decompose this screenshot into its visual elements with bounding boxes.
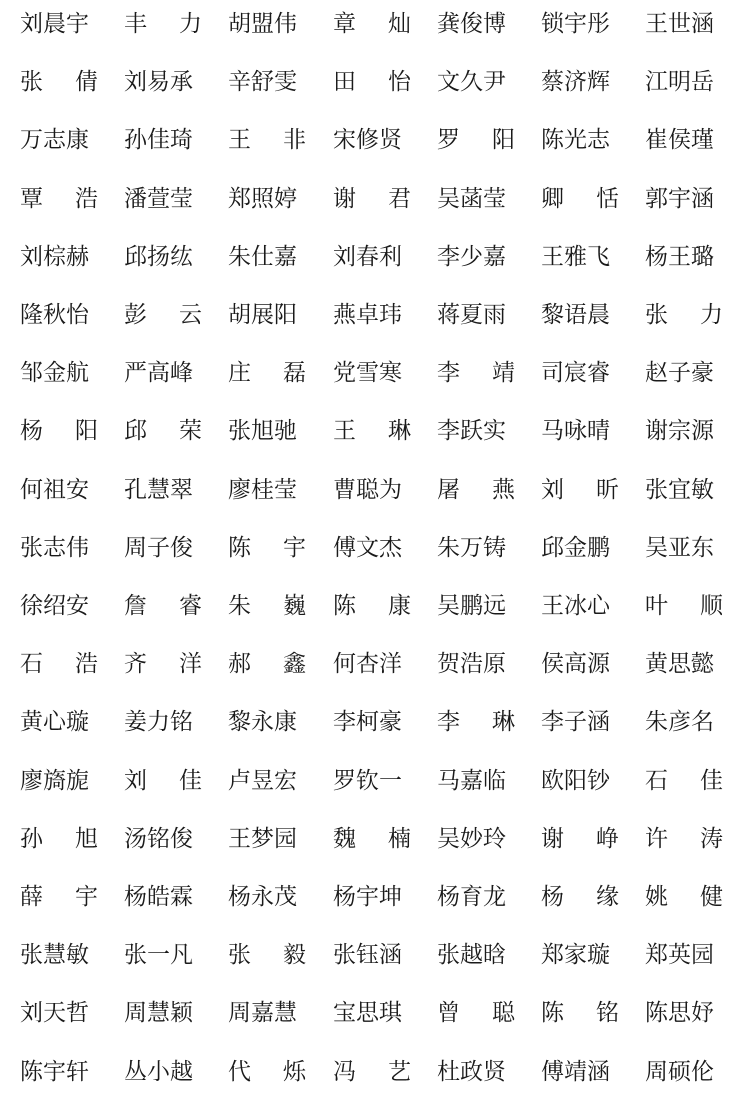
name-cell: 何祖安	[20, 477, 89, 503]
name-cell: 贺浩原	[437, 651, 506, 677]
name-char: 缘	[596, 884, 619, 910]
name-row	[0, 761, 748, 801]
name-cell	[124, 295, 202, 335]
name-cell: 张钰涵	[333, 942, 402, 968]
name-cell	[20, 877, 98, 917]
name-row	[0, 237, 748, 277]
name-char: 云	[179, 302, 202, 328]
name-char: 郝	[228, 651, 251, 677]
name-cell	[437, 993, 515, 1033]
name-cell	[437, 470, 515, 510]
name-char: 顺	[700, 593, 723, 619]
name-row	[0, 819, 748, 859]
name-char: 铭	[596, 1000, 619, 1026]
name-cell: 谢宗源	[645, 418, 714, 444]
name-cell	[228, 120, 306, 160]
name-char: 荣	[179, 418, 202, 444]
name-cell	[228, 1052, 306, 1092]
name-cell: 何杏洋	[333, 651, 402, 677]
name-cell: 李子涵	[541, 709, 610, 735]
name-row	[0, 353, 748, 393]
name-cell: 王冰心	[541, 593, 610, 619]
name-cell	[645, 877, 723, 917]
name-cell: 胡展阳	[228, 302, 297, 328]
name-cell	[228, 353, 306, 393]
name-cell: 王世涵	[645, 11, 714, 37]
name-char: 佳	[700, 768, 723, 794]
name-row	[0, 1052, 748, 1092]
name-char: 灿	[388, 11, 411, 37]
name-cell: 吴菡莹	[437, 186, 506, 212]
name-row	[0, 62, 748, 102]
name-cell: 朱万铸	[437, 535, 506, 561]
name-cell	[541, 179, 619, 219]
name-char: 魏	[333, 826, 356, 852]
name-cell: 胡盟伟	[228, 11, 297, 37]
name-cell: 卢昱宏	[228, 768, 297, 794]
name-char: 靖	[492, 360, 515, 386]
name-cell	[645, 819, 723, 859]
name-cell	[437, 702, 515, 742]
name-cell	[645, 586, 723, 626]
name-char: 烁	[283, 1059, 306, 1085]
name-char: 力	[700, 302, 723, 328]
name-char: 陈	[541, 1000, 564, 1026]
name-cell: 朱仕嘉	[228, 244, 297, 270]
name-char: 冯	[333, 1059, 356, 1085]
name-char: 磊	[283, 360, 306, 386]
name-char: 陈	[333, 593, 356, 619]
name-cell: 刘天哲	[20, 1000, 89, 1026]
name-cell: 曹聪为	[333, 477, 402, 503]
name-cell: 王雅飞	[541, 244, 610, 270]
name-cell: 陈思妤	[645, 1000, 714, 1026]
name-cell: 周硕伦	[645, 1059, 714, 1085]
name-cell: 马嘉临	[437, 768, 506, 794]
name-char: 燕	[492, 477, 515, 503]
name-cell	[20, 62, 98, 102]
name-cell	[20, 644, 98, 684]
name-cell	[333, 179, 411, 219]
name-cell	[333, 1052, 411, 1092]
name-char: 陈	[228, 535, 251, 561]
name-char: 非	[283, 127, 306, 153]
name-cell	[541, 993, 619, 1033]
name-cell: 黄思懿	[645, 651, 714, 677]
name-char: 洋	[179, 651, 202, 677]
name-cell: 刘晨宇	[20, 11, 89, 37]
name-char: 倩	[75, 69, 98, 95]
name-char: 朱	[228, 593, 251, 619]
name-char: 谢	[541, 826, 564, 852]
name-cell: 周慧颖	[124, 1000, 193, 1026]
name-cell	[228, 586, 306, 626]
name-char: 杨	[541, 884, 564, 910]
name-char: 阳	[75, 418, 98, 444]
name-row	[0, 993, 748, 1033]
name-row	[0, 470, 748, 510]
name-char: 旭	[75, 826, 98, 852]
name-cell: 潘萱莹	[124, 186, 193, 212]
name-char: 李	[437, 709, 460, 735]
name-cell: 杨皓霖	[124, 884, 193, 910]
name-row	[0, 702, 748, 742]
name-cell: 邹金航	[20, 360, 89, 386]
name-cell: 郑英园	[645, 942, 714, 968]
name-char: 罗	[437, 127, 460, 153]
name-cell: 欧阳钞	[541, 768, 610, 794]
name-cell: 郭宇涵	[645, 186, 714, 212]
name-char: 石	[645, 768, 668, 794]
name-char: 孙	[20, 826, 43, 852]
name-cell: 孙佳琦	[124, 127, 193, 153]
name-row	[0, 411, 748, 451]
name-cell	[541, 470, 619, 510]
name-cell: 刘春利	[333, 244, 402, 270]
name-cell	[124, 4, 202, 44]
name-char: 丰	[124, 11, 147, 37]
name-char: 代	[228, 1059, 251, 1085]
name-char: 琳	[492, 709, 515, 735]
name-char: 詹	[124, 593, 147, 619]
name-cell: 丛小越	[124, 1059, 193, 1085]
name-char: 峥	[596, 826, 619, 852]
name-cell	[124, 411, 202, 451]
name-cell: 杨宇坤	[333, 884, 402, 910]
name-cell: 陈光志	[541, 127, 610, 153]
name-char: 楠	[388, 826, 411, 852]
name-char: 健	[700, 884, 723, 910]
name-cell: 吴妙玲	[437, 826, 506, 852]
name-cell: 刘易承	[124, 69, 193, 95]
name-char: 张	[20, 69, 43, 95]
name-char: 浩	[75, 186, 98, 212]
name-cell	[20, 819, 98, 859]
name-cell: 杨王璐	[645, 244, 714, 270]
name-cell: 傅文杰	[333, 535, 402, 561]
name-row	[0, 120, 748, 160]
name-cell: 锁宇彤	[541, 11, 610, 37]
name-cell: 邱扬纮	[124, 244, 193, 270]
name-cell: 张宜敏	[645, 477, 714, 503]
name-row	[0, 528, 748, 568]
name-cell: 吴鹏远	[437, 593, 506, 619]
name-row	[0, 935, 748, 975]
name-cell	[437, 120, 515, 160]
name-cell	[20, 179, 98, 219]
name-cell: 张慧敏	[20, 942, 89, 968]
name-char: 邱	[124, 418, 147, 444]
name-char: 昕	[596, 477, 619, 503]
name-char: 宇	[75, 884, 98, 910]
name-char: 刘	[124, 768, 147, 794]
name-char: 王	[228, 127, 251, 153]
name-cell: 崔侯瑾	[645, 127, 714, 153]
name-cell: 万志康	[20, 127, 89, 153]
name-cell	[333, 586, 411, 626]
name-cell: 马咏晴	[541, 418, 610, 444]
name-char: 浩	[75, 651, 98, 677]
name-char: 齐	[124, 651, 147, 677]
name-char: 君	[388, 186, 411, 212]
name-cell: 宝思琪	[333, 1000, 402, 1026]
name-cell	[333, 819, 411, 859]
name-char: 巍	[283, 593, 306, 619]
name-char: 聪	[492, 1000, 515, 1026]
name-cell	[124, 586, 202, 626]
name-cell: 李跃实	[437, 418, 506, 444]
name-char: 曾	[437, 1000, 460, 1026]
name-char: 涛	[700, 826, 723, 852]
name-char: 张	[228, 942, 251, 968]
name-cell: 黎语晨	[541, 302, 610, 328]
name-char: 刘	[541, 477, 564, 503]
name-char: 卿	[541, 186, 564, 212]
name-char: 杨	[20, 418, 43, 444]
name-row	[0, 877, 748, 917]
name-char: 怡	[388, 69, 411, 95]
name-char: 毅	[283, 942, 306, 968]
name-char: 屠	[437, 477, 460, 503]
name-cell: 姜力铭	[124, 709, 193, 735]
name-row	[0, 644, 748, 684]
name-cell	[645, 761, 723, 801]
name-char: 薛	[20, 884, 43, 910]
name-cell: 隆秋怡	[20, 302, 89, 328]
name-char: 李	[437, 360, 460, 386]
name-cell: 文久尹	[437, 69, 506, 95]
name-char: 石	[20, 651, 43, 677]
name-char: 庄	[228, 360, 251, 386]
name-char: 鑫	[283, 651, 306, 677]
name-char: 姚	[645, 884, 668, 910]
name-cell	[228, 528, 306, 568]
name-cell	[228, 935, 306, 975]
name-cell: 郑照婷	[228, 186, 297, 212]
name-cell	[541, 877, 619, 917]
name-cell: 陈宇轩	[20, 1059, 89, 1085]
name-char: 艺	[388, 1059, 411, 1085]
name-cell: 宋修贤	[333, 127, 402, 153]
name-row	[0, 586, 748, 626]
name-char: 张	[645, 302, 668, 328]
name-cell: 吴亚东	[645, 535, 714, 561]
name-char: 佳	[179, 768, 202, 794]
name-char: 田	[333, 69, 356, 95]
name-char: 王	[333, 418, 356, 444]
name-cell: 邱金鹏	[541, 535, 610, 561]
name-char: 彭	[124, 302, 147, 328]
name-cell: 刘棕赫	[20, 244, 89, 270]
name-cell: 郑家璇	[541, 942, 610, 968]
name-char: 宇	[283, 535, 306, 561]
name-cell: 杨永茂	[228, 884, 297, 910]
name-char: 琳	[388, 418, 411, 444]
name-cell: 蒋夏雨	[437, 302, 506, 328]
name-cell: 党雪寒	[333, 360, 402, 386]
name-cell: 龚俊博	[437, 11, 506, 37]
name-cell	[228, 644, 306, 684]
name-char: 叶	[645, 593, 668, 619]
name-cell: 周嘉慧	[228, 1000, 297, 1026]
name-cell: 张志伟	[20, 535, 89, 561]
name-cell	[541, 819, 619, 859]
name-cell: 黎永康	[228, 709, 297, 735]
name-char: 恬	[596, 186, 619, 212]
name-cell	[437, 353, 515, 393]
name-cell: 周子俊	[124, 535, 193, 561]
name-cell	[124, 644, 202, 684]
name-cell: 罗钦一	[333, 768, 402, 794]
name-row	[0, 295, 748, 335]
name-cell: 王梦园	[228, 826, 297, 852]
name-cell: 傅靖涵	[541, 1059, 610, 1085]
name-cell: 孔慧翠	[124, 477, 193, 503]
name-row	[0, 4, 748, 44]
name-char: 章	[333, 11, 356, 37]
name-cell: 侯高源	[541, 651, 610, 677]
name-cell: 杜政贤	[437, 1059, 506, 1085]
name-cell: 严高峰	[124, 360, 193, 386]
name-char: 覃	[20, 186, 43, 212]
name-cell: 徐绍安	[20, 593, 89, 619]
name-char: 睿	[179, 593, 202, 619]
name-cell: 辛舒雯	[228, 69, 297, 95]
name-char: 谢	[333, 186, 356, 212]
name-cell: 汤铭俊	[124, 826, 193, 852]
name-cell: 李柯豪	[333, 709, 402, 735]
name-cell: 张一凡	[124, 942, 193, 968]
name-cell: 燕卓玮	[333, 302, 402, 328]
name-cell: 司宸睿	[541, 360, 610, 386]
name-cell: 江明岳	[645, 69, 714, 95]
name-cell: 黄心璇	[20, 709, 89, 735]
name-cell: 朱彦名	[645, 709, 714, 735]
name-cell	[333, 4, 411, 44]
name-cell: 张旭驰	[228, 418, 297, 444]
name-cell: 杨育龙	[437, 884, 506, 910]
name-cell	[124, 761, 202, 801]
name-cell	[20, 411, 98, 451]
name-char: 阳	[492, 127, 515, 153]
name-char: 康	[388, 593, 411, 619]
name-row	[0, 179, 748, 219]
name-cell: 廖桂莹	[228, 477, 297, 503]
name-cell	[333, 411, 411, 451]
name-char: 力	[179, 11, 202, 37]
name-cell: 李少嘉	[437, 244, 506, 270]
name-cell	[645, 295, 723, 335]
name-cell: 张越晗	[437, 942, 506, 968]
name-char: 许	[645, 826, 668, 852]
name-cell: 赵子豪	[645, 360, 714, 386]
name-cell: 廖旖旎	[20, 768, 89, 794]
name-cell	[333, 62, 411, 102]
name-cell: 蔡济辉	[541, 69, 610, 95]
